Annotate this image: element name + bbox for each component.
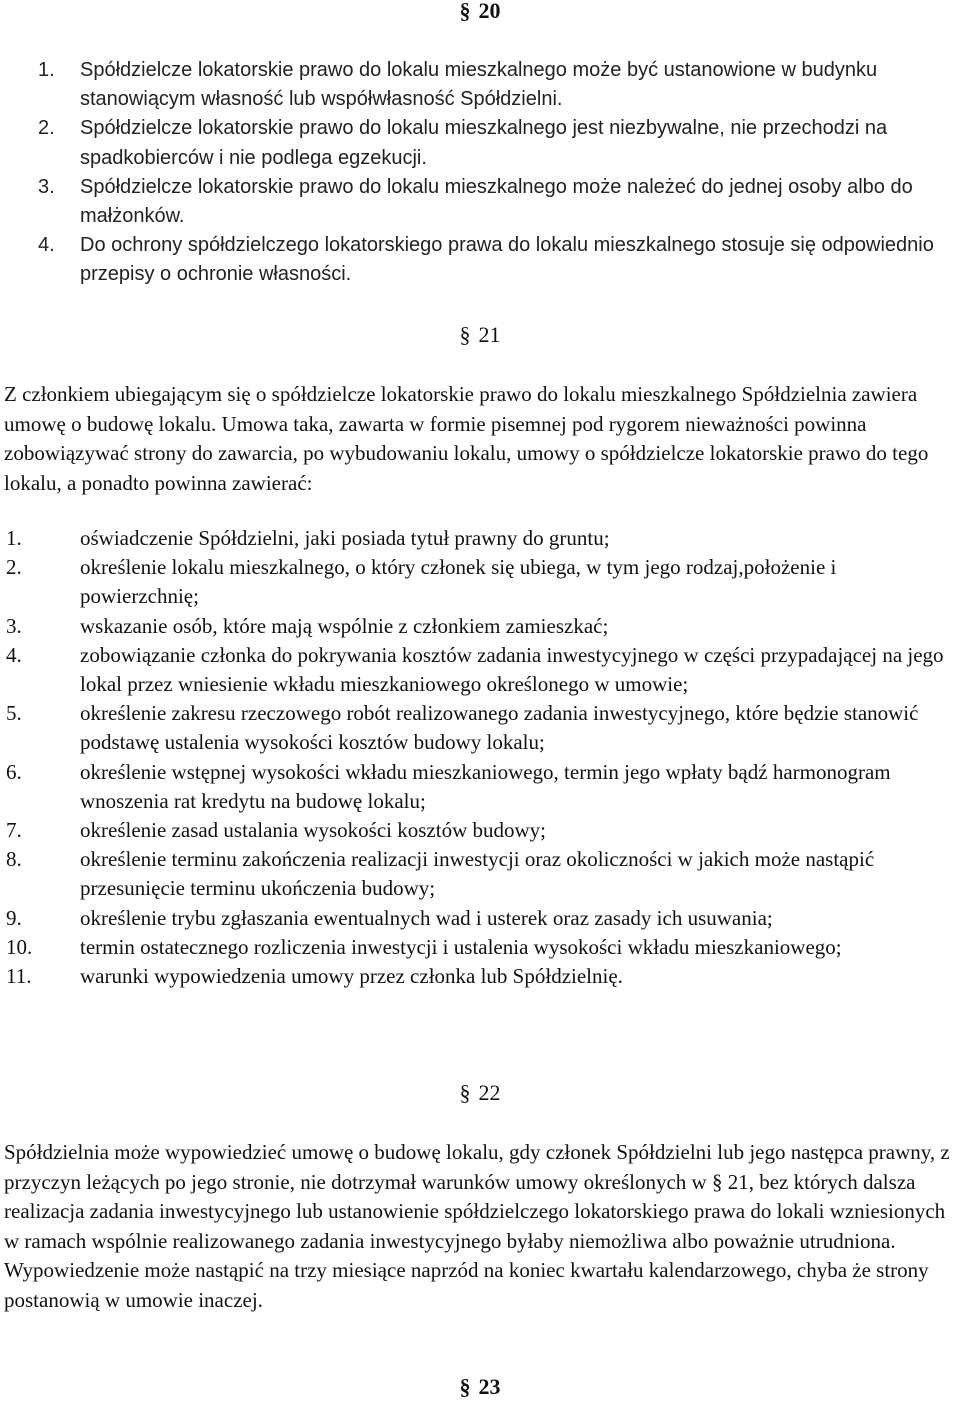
list-item-number: 5. [6,701,22,726]
list-item-number: 3. [38,175,55,198]
section-heading-20 [0,0,960,24]
list-item [0,962,956,991]
list-item-text: Do ochrony spółdzielczego lokatorskiego prawa do lokalu mieszkalnego stosuje się odpowiednio przepisy o ochronie własności. [80,234,934,286]
list-item-number: 4. [6,642,22,667]
section-22-paragraph: Spółdzielnia może wypowiedzieć umowę o budowę lokalu, gdy członek Spółdzielni lub jego następca prawny, z przyczyn leżących po jego stronie, nie dotrzymał warunków umowy określonych w § 21, bez których dalsza realizacja zadania inwestycyjnego lub ustanowienie spółdzielczego lokatorskiego prawa do lokali wzniesionych w ramach wspólnie realizowanego zadania inwestycyjnego byłaby niemożliwa albo poważnie utrudniona. Wypowiedzenie może nastąpić na trzy miesiące naprzód na koniec kwartału kalendarzowego, chyba że strony postanowią w umowie inaczej. [4,1140,950,1312]
section-symbol: § [459,1080,471,1105]
section-21-paragraph: Z członkiem ubiegającym się o spółdzielcze lokatorskie prawo do lokalu mieszkalnego Spółdzielnia zawiera umowę o budowę lokalu. Umowa taka, zawarta w formie pisemnej pod rygorem nieważności powinna zobowiązywać strony do zawarcia, po wybudowaniu lokalu, umowy o spółdzielcze lokatorskie prawo do tego lokalu, a ponadto powinna zawierać: [4,382,929,495]
list-item-text: termin ostatecznego rozliczenia inwestycji i ustalenia wysokości wkładu mieszkaniowego; [80,934,842,959]
list-item-number: 7. [6,818,22,843]
list-item-text: warunki wypowiedzenia umowy przez członka lub Spółdzielnię. [80,964,623,989]
list-item [0,816,956,845]
section-heading-21 [0,322,960,348]
list-item-number: 3. [6,613,22,638]
list-item-number: 2. [6,555,22,580]
list-item-number: 4. [38,234,55,257]
list-item-number: 1. [38,59,55,81]
section-21-list [0,524,956,991]
section-number: 20 [478,0,501,23]
list-item-number: 2. [38,117,55,140]
list-item-number: 8. [6,847,22,872]
list-item-number: 10. [6,934,33,959]
list-item-text: Spółdzielcze lokatorskie prawo do lokalu mieszkalnego może być ustanowione w budynku stanowiącym własność lub współwłasność Spółdzielni. [80,59,878,111]
section-number: 23 [478,1374,501,1399]
list-item [0,553,956,611]
list-item-text: określenie wstępnej wysokości wkładu mieszkaniowego, termin jego wpłaty bądź harmonogram wnoszenia rat kredytu na budowę lokalu; [80,759,891,813]
list-item-text: Spółdzielcze lokatorskie prawo do lokalu mieszkalnego może należeć do jednej osoby albo do małżonków. [80,175,913,228]
list-item-text: określenie zakresu rzeczowego robót realizowanego zadania inwestycyjnego, które będzie stanowić podstawę ustalenia wysokości kosztów budowy lokalu; [80,701,919,755]
list-item-text: wskazanie osób, które mają wspólnie z członkiem zamieszkać; [80,613,609,638]
list-item [0,173,956,231]
list-item-text: określenie terminu zakończenia realizacji inwestycji oraz okoliczności w jakich może nastąpić przesunięcie terminu ukończenia budowy; [80,847,875,901]
list-item [0,933,956,962]
list-item [0,758,956,816]
list-item-text: oświadczenie Spółdzielni, jaki posiada tytuł prawny do gruntu; [80,526,610,550]
list-item-text: zobowiązanie członka do pokrywania kosztów zadania inwestycyjnego w części przypadającej na jego lokal przez wniesienie wkładu mieszkaniowego określonego w umowie; [80,642,944,697]
section-heading-22 [0,1080,960,1106]
list-item-number: 1. [6,526,22,550]
list-item [0,904,956,933]
section-symbol: § [459,1374,471,1399]
section-symbol: § [459,322,471,347]
list-item-text: określenie zasad ustalania wysokości kosztów budowy; [80,818,546,843]
list-item-number: 9. [6,905,22,930]
list-item [0,699,956,757]
list-item [0,612,956,641]
list-item [0,524,956,553]
list-item [0,231,956,289]
list-item [0,114,956,172]
list-item-number: 11. [6,964,32,989]
section-20-list [0,56,956,290]
section-symbol: § [459,0,471,23]
section-number: 22 [478,1080,501,1105]
list-item-text: określenie trybu zgłaszania ewentualnych wad i usterek oraz zasady ich usuwania; [80,905,773,930]
section-heading-23 [0,1374,960,1400]
list-item [0,56,956,114]
list-item-text: określenie lokalu mieszkalnego, o który członek się ubiega, w tym jego rodzaj,położenie i powierzchnię; [80,555,837,609]
list-item [0,845,956,903]
section-number: 21 [478,322,501,347]
list-item [0,641,956,699]
list-item-number: 6. [6,759,22,784]
list-item-text: Spółdzielcze lokatorskie prawo do lokalu mieszkalnego jest niezbywalne, nie przechodzi na spadkobierców i nie podlega egzekucji. [80,117,888,169]
